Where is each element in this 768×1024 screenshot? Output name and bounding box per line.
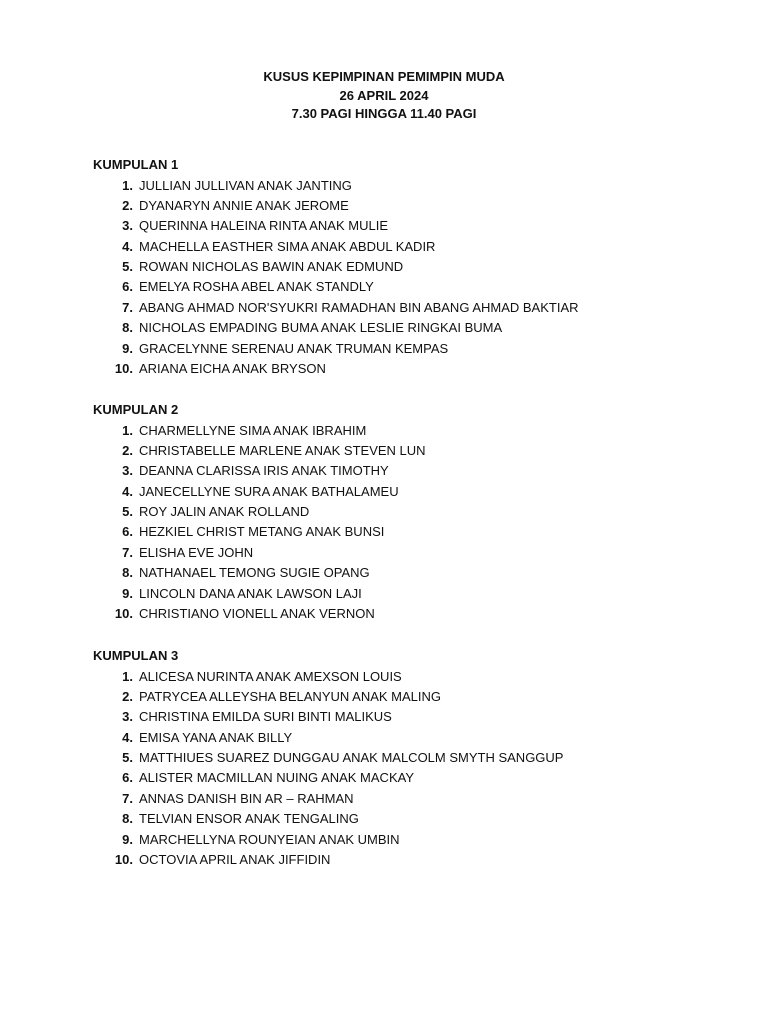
item-number: 3.	[122, 218, 133, 234]
list-item	[93, 768, 713, 788]
list-item	[93, 277, 713, 297]
member-name: CHRISTIANO VIONELL ANAK VERNON	[139, 606, 375, 622]
item-number: 1.	[122, 177, 133, 193]
list-item	[93, 461, 713, 481]
member-name: ALICESA NURINTA ANAK AMEXSON LOUIS	[139, 668, 402, 684]
member-name: OCTOVIA APRIL ANAK JIFFIDIN	[139, 852, 331, 868]
item-number: 9.	[122, 340, 133, 356]
member-name: ANNAS DANISH BIN AR – RAHMAN	[139, 790, 354, 806]
list-item	[93, 789, 713, 809]
list-item	[93, 830, 713, 850]
member-name: ABANG AHMAD NOR'SYUKRI RAMADHAN BIN ABANG AHMAD BAKTIAR	[139, 299, 579, 315]
member-name: PATRYCEA ALLEYSHA BELANYUN ANAK MALING	[139, 688, 442, 704]
member-name: MATTHIUES SUAREZ DUNGGAU ANAK MALCOLM SMYTH SANGGUP	[139, 750, 564, 766]
list-item	[93, 850, 713, 870]
member-list	[93, 421, 713, 625]
item-number: 9.	[122, 585, 133, 601]
member-name: JULLIAN JULLIVAN ANAK JANTING	[139, 177, 352, 193]
item-number: 4.	[122, 238, 133, 254]
item-number: 10.	[114, 361, 133, 377]
group-kumpulan-1	[93, 155, 713, 379]
member-name: ROY JALIN ANAK ROLLAND	[139, 504, 310, 520]
item-number: 8.	[122, 320, 133, 336]
item-number: 2.	[122, 688, 133, 704]
member-name: ARIANA EICHA ANAK BRYSON	[139, 361, 326, 377]
item-number: 3.	[122, 709, 133, 725]
item-number: 10.	[114, 606, 133, 622]
item-number: 6.	[122, 279, 133, 295]
member-name: ROWAN NICHOLAS BAWIN ANAK EDMUND	[139, 259, 404, 275]
list-item	[93, 237, 713, 257]
list-item	[93, 687, 713, 707]
member-name: ELISHA EVE JOHN	[139, 544, 254, 560]
item-number: 4.	[122, 729, 133, 745]
course-time: 7.30 PAGI HINGGA 11.40 PAGI	[291, 106, 477, 121]
list-item	[93, 216, 713, 236]
member-name: TELVIAN ENSOR ANAK TENGALING	[139, 811, 359, 827]
list-item	[93, 176, 713, 196]
course-date: 26 APRIL 2024	[339, 87, 429, 103]
member-name: EMISA YANA ANAK BILLY	[139, 729, 293, 745]
item-number: 5.	[122, 504, 133, 520]
item-number: 6.	[122, 770, 133, 786]
list-item	[93, 196, 713, 216]
member-name: NICHOLAS EMPADING BUMA ANAK LESLIE RINGKAI BUMA	[139, 320, 503, 336]
item-number: 5.	[122, 750, 133, 766]
member-name: NATHANAEL TEMONG SUGIE OPANG	[139, 565, 370, 581]
item-number: 8.	[122, 811, 133, 827]
member-name: CHARMELLYNE SIMA ANAK IBRAHIM	[139, 422, 367, 438]
member-name: DEANNA CLARISSA IRIS ANAK TIMOTHY	[139, 463, 389, 479]
list-item	[93, 359, 713, 379]
group-kumpulan-2	[93, 400, 713, 624]
list-item	[93, 522, 713, 542]
list-item	[93, 318, 713, 338]
item-number: 1.	[122, 422, 133, 438]
list-item	[93, 257, 713, 277]
list-item	[93, 667, 713, 687]
member-name: HEZKIEL CHRIST METANG ANAK BUNSI	[139, 524, 385, 540]
list-item	[93, 809, 713, 829]
group-title: KUMPULAN 2	[93, 402, 179, 417]
list-item	[93, 421, 713, 441]
list-item	[93, 584, 713, 604]
member-name: QUERINNA HALEINA RINTA ANAK MULIE	[139, 218, 388, 234]
member-name: EMELYA ROSHA ABEL ANAK STANDLY	[139, 279, 374, 295]
group-title: KUMPULAN 1	[93, 157, 179, 172]
member-name: LINCOLN DANA ANAK LAWSON LAJI	[139, 585, 362, 601]
group-kumpulan-3	[93, 646, 713, 870]
document-header	[0, 68, 768, 124]
member-name: JANECELLYNE SURA ANAK BATHALAMEU	[139, 483, 399, 499]
item-number: 1.	[122, 668, 133, 684]
item-number: 7.	[122, 544, 133, 560]
item-number: 5.	[122, 259, 133, 275]
member-name: DYANARYN ANNIE ANAK JEROME	[139, 197, 349, 213]
list-item	[93, 707, 713, 727]
list-item	[93, 748, 713, 768]
list-item	[93, 482, 713, 502]
list-item	[93, 543, 713, 563]
list-item	[93, 604, 713, 624]
item-number: 6.	[122, 524, 133, 540]
list-item	[93, 298, 713, 318]
group-title: KUMPULAN 3	[93, 648, 179, 663]
item-number: 2.	[122, 442, 133, 458]
list-item	[93, 441, 713, 461]
item-number: 2.	[122, 197, 133, 213]
member-list	[93, 176, 713, 380]
member-name: MARCHELLYNA ROUNYEIAN ANAK UMBIN	[139, 831, 400, 847]
item-number: 8.	[122, 565, 133, 581]
list-item	[93, 563, 713, 583]
item-number: 7.	[122, 790, 133, 806]
list-item	[93, 502, 713, 522]
member-name: CHRISTINA EMILDA SURI BINTI MALIKUS	[139, 709, 392, 725]
item-number: 10.	[114, 852, 133, 868]
course-title: KUSUS KEPIMPINAN PEMIMPIN MUDA	[263, 69, 505, 84]
member-name: ALISTER MACMILLAN NUING ANAK MACKAY	[139, 770, 414, 786]
item-number: 4.	[122, 483, 133, 499]
list-item	[93, 728, 713, 748]
item-number: 7.	[122, 299, 133, 315]
member-name: CHRISTABELLE MARLENE ANAK STEVEN LUN	[139, 442, 426, 458]
list-item	[93, 339, 713, 359]
member-name: MACHELLA EASTHER SIMA ANAK ABDUL KADIR	[139, 238, 436, 254]
member-list	[93, 667, 713, 871]
item-number: 9.	[122, 831, 133, 847]
member-name: GRACELYNNE SERENAU ANAK TRUMAN KEMPAS	[139, 340, 449, 356]
item-number: 3.	[122, 463, 133, 479]
